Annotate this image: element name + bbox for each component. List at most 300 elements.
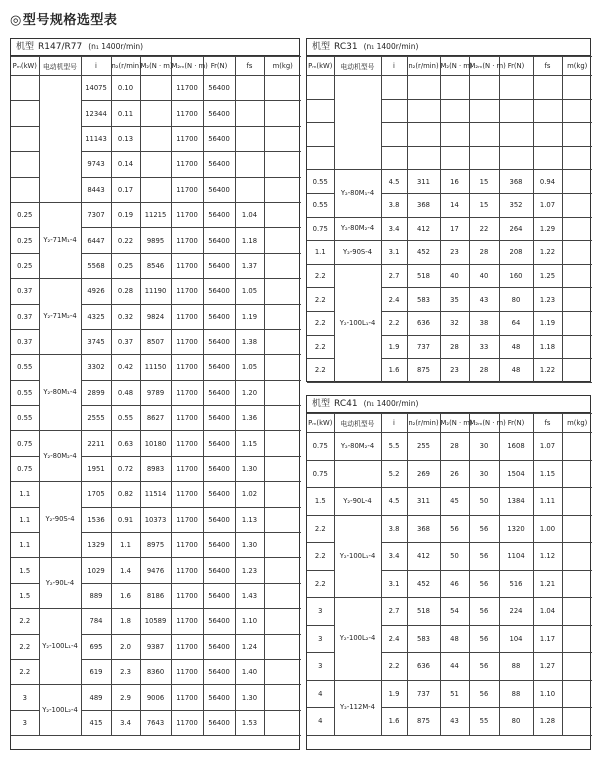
table-cell: 1.38 bbox=[235, 329, 264, 354]
table-cell bbox=[533, 146, 562, 170]
table-panel-rc41 bbox=[306, 395, 591, 750]
table-cell: 11215 bbox=[140, 202, 171, 227]
table-cell: 3 bbox=[11, 710, 39, 735]
table-cell bbox=[562, 680, 592, 708]
table-cell bbox=[264, 380, 301, 405]
table-cell: 0.11 bbox=[111, 101, 140, 126]
table-cell bbox=[264, 456, 301, 481]
table-cell: 0.37 bbox=[11, 304, 39, 329]
table-cell: 0.25 bbox=[11, 228, 39, 253]
table-cell: 11700 bbox=[171, 609, 203, 634]
column-header: m(kg) bbox=[264, 57, 301, 76]
table-cell: 9895 bbox=[140, 228, 171, 253]
table-row bbox=[11, 558, 301, 583]
table-cell: 38 bbox=[469, 311, 499, 335]
table-cell: 56400 bbox=[203, 177, 235, 202]
table-cell: 1.5 bbox=[307, 488, 334, 516]
table-cell: 5568 bbox=[81, 253, 111, 278]
table-cell: 2.2 bbox=[11, 659, 39, 684]
table-cell: 30 bbox=[469, 433, 499, 461]
table-cell: 1.15 bbox=[533, 460, 562, 488]
model-label: 机型 bbox=[16, 42, 35, 52]
table-cell: 0.75 bbox=[307, 433, 334, 461]
table-cell: 56 bbox=[469, 653, 499, 681]
table-cell: 11700 bbox=[171, 304, 203, 329]
table-cell bbox=[235, 126, 264, 151]
table-cell: 28 bbox=[469, 359, 499, 383]
table-cell: 1.1 bbox=[307, 241, 334, 265]
table-cell: 2.2 bbox=[307, 570, 334, 598]
table-cell bbox=[11, 152, 39, 177]
table-cell: 56400 bbox=[203, 482, 235, 507]
table-cell: 45 bbox=[440, 488, 469, 516]
table-cell: 3 bbox=[307, 598, 334, 626]
table-cell: 2.7 bbox=[381, 598, 407, 626]
table-cell bbox=[264, 634, 301, 659]
table-cell: 0.32 bbox=[111, 304, 140, 329]
table-cell: 695 bbox=[81, 634, 111, 659]
table-cell: 28 bbox=[440, 433, 469, 461]
column-header: fs bbox=[533, 57, 562, 76]
table-cell: 1.05 bbox=[235, 279, 264, 304]
table-cell bbox=[307, 123, 334, 147]
table-cell bbox=[562, 76, 592, 100]
table-cell: 412 bbox=[407, 217, 440, 241]
table-cell: 56400 bbox=[203, 355, 235, 380]
table-cell bbox=[264, 482, 301, 507]
table-row bbox=[11, 76, 301, 101]
table-cell: 2.2 bbox=[11, 609, 39, 634]
table-cell bbox=[562, 653, 592, 681]
table-cell bbox=[407, 146, 440, 170]
table-cell: 11700 bbox=[171, 482, 203, 507]
table-panel-r147-r77 bbox=[10, 38, 300, 750]
table-cell: 2.2 bbox=[307, 359, 334, 383]
speed-condition: (n₁ 1400r/min) bbox=[88, 42, 144, 51]
table-cell: 1.1 bbox=[11, 482, 39, 507]
table-cell: 11700 bbox=[171, 279, 203, 304]
table-cell: 3.4 bbox=[381, 217, 407, 241]
table-cell: 2.3 bbox=[111, 659, 140, 684]
table-cell: 0.55 bbox=[307, 170, 334, 194]
table-cell: 2.2 bbox=[381, 653, 407, 681]
table-cell: 1.22 bbox=[533, 359, 562, 383]
table-cell: 56400 bbox=[203, 228, 235, 253]
table-cell: 11190 bbox=[140, 279, 171, 304]
table-cell: 1.17 bbox=[533, 625, 562, 653]
table-cell: 1.05 bbox=[235, 355, 264, 380]
spec-table bbox=[307, 56, 592, 383]
table-cell bbox=[407, 123, 440, 147]
table-cell: 2.4 bbox=[381, 625, 407, 653]
table-cell: 1104 bbox=[499, 543, 533, 571]
table-cell: 5.2 bbox=[381, 460, 407, 488]
table-cell: 1.6 bbox=[111, 583, 140, 608]
column-header: fs bbox=[235, 57, 264, 76]
table-cell: 11700 bbox=[171, 101, 203, 126]
motor-model-cell: Y₂-90L-4 bbox=[334, 488, 381, 516]
table-cell: 2.7 bbox=[381, 264, 407, 288]
table-row bbox=[307, 264, 592, 288]
table-cell: 3 bbox=[307, 653, 334, 681]
table-cell: 1.9 bbox=[381, 335, 407, 359]
table-cell: 56400 bbox=[203, 101, 235, 126]
table-row bbox=[307, 217, 592, 241]
table-cell: 4325 bbox=[81, 304, 111, 329]
table-cell: 9476 bbox=[140, 558, 171, 583]
table-cell bbox=[140, 177, 171, 202]
table-cell: 56400 bbox=[203, 304, 235, 329]
table-cell bbox=[499, 146, 533, 170]
table-cell bbox=[562, 193, 592, 217]
table-cell: 11700 bbox=[171, 152, 203, 177]
table-cell: 636 bbox=[407, 311, 440, 335]
table-cell: 1.30 bbox=[235, 533, 264, 558]
table-cell: 1.6 bbox=[381, 708, 407, 736]
table-cell: 4 bbox=[307, 708, 334, 736]
title-bullet-icon: ◎ bbox=[10, 13, 22, 28]
table-cell bbox=[562, 625, 592, 653]
table-cell: 0.55 bbox=[11, 406, 39, 431]
table-cell: 3.4 bbox=[111, 710, 140, 735]
table-cell: 48 bbox=[440, 625, 469, 653]
column-header: Pₘ(kW) bbox=[11, 57, 39, 76]
table-cell: 56 bbox=[469, 680, 499, 708]
table-cell: 56400 bbox=[203, 659, 235, 684]
table-cell: 11700 bbox=[171, 329, 203, 354]
speed-condition: (n₁ 1400r/min) bbox=[363, 399, 419, 408]
table-cell: 56400 bbox=[203, 329, 235, 354]
table-cell: 11700 bbox=[171, 253, 203, 278]
table-cell bbox=[264, 659, 301, 684]
table-cell: 489 bbox=[81, 685, 111, 710]
table-cell: 0.28 bbox=[111, 279, 140, 304]
table-cell bbox=[264, 228, 301, 253]
motor-model-cell: Y₂-100L₂-4 bbox=[334, 598, 381, 681]
table-cell bbox=[264, 304, 301, 329]
table-cell: 8186 bbox=[140, 583, 171, 608]
table-header-row bbox=[307, 57, 592, 76]
column-header: Fr(N) bbox=[499, 414, 533, 433]
motor-model-cell: Y₂-100L₁-4 bbox=[334, 515, 381, 598]
table-cell: 48 bbox=[499, 359, 533, 383]
table-cell: 1.11 bbox=[533, 488, 562, 516]
table-cell bbox=[264, 609, 301, 634]
table-caption bbox=[307, 396, 590, 413]
column-header: n₂(r/min) bbox=[111, 57, 140, 76]
table-cell bbox=[264, 533, 301, 558]
table-cell: 11700 bbox=[171, 431, 203, 456]
table-cell: 0.82 bbox=[111, 482, 140, 507]
table-cell: 2.4 bbox=[381, 288, 407, 312]
table-cell: 0.91 bbox=[111, 507, 140, 532]
motor-model-cell: Y₂-80M₂-4 bbox=[39, 431, 81, 482]
table-cell: 8627 bbox=[140, 406, 171, 431]
column-header: n₂(r/min) bbox=[407, 57, 440, 76]
table-cell: 8546 bbox=[140, 253, 171, 278]
table-cell bbox=[562, 99, 592, 123]
table-cell: 1.19 bbox=[533, 311, 562, 335]
table-cell: 1329 bbox=[81, 533, 111, 558]
motor-model-cell: Y₂-80M₂-4 bbox=[334, 433, 381, 461]
column-header: Pₘ(kW) bbox=[307, 414, 334, 433]
table-cell: 88 bbox=[499, 680, 533, 708]
table-cell bbox=[562, 217, 592, 241]
table-cell: 11700 bbox=[171, 583, 203, 608]
table-cell: 56400 bbox=[203, 406, 235, 431]
column-header: M₂ₘ(N · m) bbox=[469, 57, 499, 76]
table-cell: 6447 bbox=[81, 228, 111, 253]
table-cell: 3745 bbox=[81, 329, 111, 354]
table-cell: 264 bbox=[499, 217, 533, 241]
table-cell: 1705 bbox=[81, 482, 111, 507]
table-cell: 64 bbox=[499, 311, 533, 335]
page-title-text: 型号规格选型表 bbox=[22, 13, 118, 28]
table-cell: 0.17 bbox=[111, 177, 140, 202]
table-cell: 1.07 bbox=[533, 433, 562, 461]
table-cell bbox=[562, 460, 592, 488]
table-cell: 1.53 bbox=[235, 710, 264, 735]
table-cell: 56400 bbox=[203, 456, 235, 481]
table-cell: 56 bbox=[469, 625, 499, 653]
table-cell: 10373 bbox=[140, 507, 171, 532]
table-cell bbox=[264, 152, 301, 177]
table-cell: 8975 bbox=[140, 533, 171, 558]
table-cell: 56400 bbox=[203, 609, 235, 634]
motor-model-cell: Y₂-112M-4 bbox=[334, 680, 381, 735]
table-cell: 1.23 bbox=[235, 558, 264, 583]
table-cell bbox=[264, 101, 301, 126]
page-title bbox=[10, 9, 117, 28]
table-cell: 1.22 bbox=[533, 241, 562, 265]
table-cell: 516 bbox=[499, 570, 533, 598]
table-cell bbox=[469, 123, 499, 147]
motor-model-cell: Y₂-71M₁-4 bbox=[39, 202, 81, 278]
table-cell: 11700 bbox=[171, 406, 203, 431]
table-cell: 11700 bbox=[171, 126, 203, 151]
table-cell: 11700 bbox=[171, 634, 203, 659]
column-header: m(kg) bbox=[562, 414, 592, 433]
table-caption bbox=[11, 39, 299, 56]
table-cell bbox=[235, 101, 264, 126]
table-row bbox=[307, 460, 592, 488]
table-cell: 1.20 bbox=[235, 380, 264, 405]
table-cell: 1.6 bbox=[381, 359, 407, 383]
table-cell: 311 bbox=[407, 170, 440, 194]
table-cell bbox=[11, 126, 39, 151]
table-cell: 2.2 bbox=[307, 311, 334, 335]
column-header: M₂(N · m) bbox=[440, 414, 469, 433]
table-cell: 518 bbox=[407, 598, 440, 626]
table-cell: 56 bbox=[469, 570, 499, 598]
table-header-row bbox=[307, 414, 592, 433]
column-header: Pₘ(kW) bbox=[307, 57, 334, 76]
table-cell bbox=[381, 123, 407, 147]
table-cell: 3.4 bbox=[381, 543, 407, 571]
table-cell: 43 bbox=[469, 288, 499, 312]
table-header-row bbox=[11, 57, 301, 76]
motor-model-cell bbox=[334, 460, 381, 488]
table-cell: 1.04 bbox=[533, 598, 562, 626]
table-cell: 2.9 bbox=[111, 685, 140, 710]
column-header: 电动机型号 bbox=[334, 414, 381, 433]
table-cell: 208 bbox=[499, 241, 533, 265]
spec-table bbox=[307, 413, 592, 736]
table-cell: 1.18 bbox=[533, 335, 562, 359]
table-cell: 311 bbox=[407, 488, 440, 516]
table-cell: 1.25 bbox=[533, 264, 562, 288]
table-cell: 2.2 bbox=[11, 634, 39, 659]
table-cell: 9789 bbox=[140, 380, 171, 405]
table-cell bbox=[235, 177, 264, 202]
table-cell bbox=[264, 507, 301, 532]
table-cell: 11700 bbox=[171, 507, 203, 532]
table-row bbox=[307, 76, 592, 100]
table-cell bbox=[235, 76, 264, 101]
table-row bbox=[11, 482, 301, 507]
table-cell: 0.55 bbox=[11, 355, 39, 380]
table-cell: 1.27 bbox=[533, 653, 562, 681]
table-cell: 26 bbox=[440, 460, 469, 488]
table-cell: 160 bbox=[499, 264, 533, 288]
table-cell: 0.25 bbox=[111, 253, 140, 278]
table-cell: 11700 bbox=[171, 456, 203, 481]
table-cell bbox=[562, 264, 592, 288]
table-cell bbox=[264, 126, 301, 151]
table-cell: 23 bbox=[440, 241, 469, 265]
model-name: RC41 bbox=[334, 399, 358, 409]
table-cell bbox=[499, 99, 533, 123]
table-cell bbox=[407, 76, 440, 100]
table-cell: 1.07 bbox=[533, 193, 562, 217]
table-cell: 56 bbox=[469, 543, 499, 571]
table-cell: 0.48 bbox=[111, 380, 140, 405]
table-cell: 56400 bbox=[203, 710, 235, 735]
table-cell: 1504 bbox=[499, 460, 533, 488]
table-cell: 784 bbox=[81, 609, 111, 634]
table-cell: 56400 bbox=[203, 583, 235, 608]
column-header: M₂ₘ(N · m) bbox=[171, 57, 203, 76]
column-header: Fr(N) bbox=[499, 57, 533, 76]
table-cell: 11700 bbox=[171, 355, 203, 380]
table-cell: 46 bbox=[440, 570, 469, 598]
spec-table bbox=[11, 56, 301, 736]
motor-model-cell: Y₂-80M₁-4 bbox=[334, 170, 381, 217]
table-cell: 0.14 bbox=[111, 152, 140, 177]
table-cell: 40 bbox=[440, 264, 469, 288]
table-cell: 56400 bbox=[203, 685, 235, 710]
table-cell bbox=[562, 515, 592, 543]
table-cell: 518 bbox=[407, 264, 440, 288]
table-row bbox=[11, 431, 301, 456]
table-cell bbox=[11, 101, 39, 126]
table-cell: 28 bbox=[469, 241, 499, 265]
table-cell bbox=[235, 152, 264, 177]
table-cell bbox=[562, 123, 592, 147]
table-cell: 56400 bbox=[203, 152, 235, 177]
table-cell: 1.15 bbox=[235, 431, 264, 456]
table-cell: 583 bbox=[407, 288, 440, 312]
table-cell: 3.1 bbox=[381, 570, 407, 598]
table-cell: 737 bbox=[407, 335, 440, 359]
column-header: n₂(r/min) bbox=[407, 414, 440, 433]
table-cell: 1.00 bbox=[533, 515, 562, 543]
table-cell: 9387 bbox=[140, 634, 171, 659]
table-cell: 269 bbox=[407, 460, 440, 488]
table-row bbox=[307, 488, 592, 516]
table-cell: 1.8 bbox=[111, 609, 140, 634]
table-cell: 56400 bbox=[203, 558, 235, 583]
table-cell: 8983 bbox=[140, 456, 171, 481]
table-cell: 3 bbox=[307, 625, 334, 653]
table-cell: 1.23 bbox=[533, 288, 562, 312]
table-cell bbox=[264, 406, 301, 431]
table-cell: 1320 bbox=[499, 515, 533, 543]
table-cell: 1.43 bbox=[235, 583, 264, 608]
table-cell: 104 bbox=[499, 625, 533, 653]
table-cell: 22 bbox=[469, 217, 499, 241]
table-cell: 0.10 bbox=[111, 76, 140, 101]
table-cell: 1.1 bbox=[111, 533, 140, 558]
column-header: i bbox=[381, 57, 407, 76]
table-cell: 2.2 bbox=[307, 288, 334, 312]
table-cell: 54 bbox=[440, 598, 469, 626]
table-cell bbox=[440, 76, 469, 100]
table-cell: 1608 bbox=[499, 433, 533, 461]
table-row bbox=[307, 515, 592, 543]
table-cell: 619 bbox=[81, 659, 111, 684]
table-cell: 0.37 bbox=[111, 329, 140, 354]
table-cell: 3 bbox=[11, 685, 39, 710]
table-cell: 4.5 bbox=[381, 488, 407, 516]
table-cell: 0.55 bbox=[111, 406, 140, 431]
table-cell: 7643 bbox=[140, 710, 171, 735]
table-cell: 1.12 bbox=[533, 543, 562, 571]
table-cell bbox=[140, 101, 171, 126]
table-cell: 56 bbox=[469, 515, 499, 543]
table-cell: 0.25 bbox=[11, 253, 39, 278]
table-cell bbox=[562, 311, 592, 335]
motor-model-cell: Y₂-100L₁-4 bbox=[39, 609, 81, 685]
table-cell: 32 bbox=[440, 311, 469, 335]
table-cell bbox=[307, 146, 334, 170]
table-cell: 1.04 bbox=[235, 202, 264, 227]
table-cell: 14 bbox=[440, 193, 469, 217]
table-cell: 4 bbox=[307, 680, 334, 708]
table-cell: 2.2 bbox=[307, 335, 334, 359]
column-header: M₂(N · m) bbox=[440, 57, 469, 76]
table-cell: 1384 bbox=[499, 488, 533, 516]
table-cell: 11700 bbox=[171, 228, 203, 253]
table-cell: 56400 bbox=[203, 76, 235, 101]
table-cell: 2.2 bbox=[307, 264, 334, 288]
table-cell: 0.75 bbox=[11, 431, 39, 456]
table-row bbox=[307, 598, 592, 626]
table-cell bbox=[562, 335, 592, 359]
table-cell: 875 bbox=[407, 708, 440, 736]
table-cell: 5.5 bbox=[381, 433, 407, 461]
table-cell: 2.2 bbox=[381, 311, 407, 335]
table-cell: 11700 bbox=[171, 533, 203, 558]
table-cell: 35 bbox=[440, 288, 469, 312]
table-cell: 11514 bbox=[140, 482, 171, 507]
table-cell: 56 bbox=[440, 515, 469, 543]
table-cell bbox=[562, 433, 592, 461]
table-cell: 452 bbox=[407, 570, 440, 598]
table-cell bbox=[562, 241, 592, 265]
table-cell: 56 bbox=[469, 598, 499, 626]
table-cell: 583 bbox=[407, 625, 440, 653]
